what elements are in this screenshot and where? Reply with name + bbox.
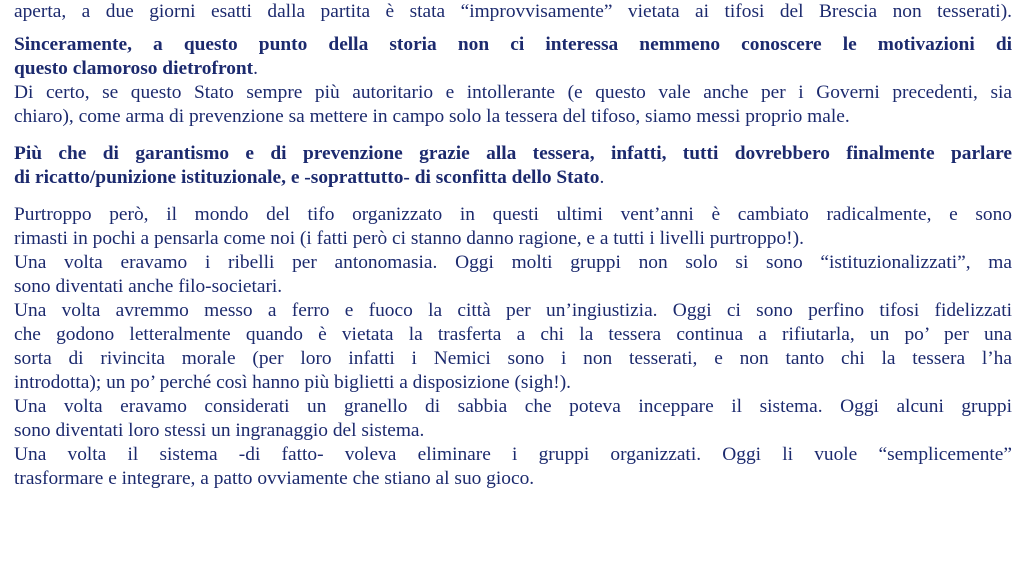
paragraph-tifo-organizzato <box>14 203 1012 491</box>
text-line: trasformare e integrare, a patto ovviamente che stiano al suo gioco. <box>14 468 535 489</box>
sentence-end: . <box>253 58 258 79</box>
text-line-mixed <box>14 166 1012 190</box>
text-line-mixed <box>14 57 1012 81</box>
text-line: Una volta il sistema -di fatto- voleva eliminare i gruppi organizzati. Oggi li vuole “semplicemente” <box>14 444 1012 465</box>
text-line-bold: Più che di garantismo e di prevenzione grazie alla tessera, infatti, tutti dovrebbero finalmente parlare <box>14 143 1012 164</box>
text-line: chiaro), come arma di prevenzione sa mettere in campo solo la tessera del tifoso, siamo messi proprio male. <box>14 106 850 127</box>
text-line-bold: Sinceramente, a questo punto della storia non ci interessa nemmeno conoscere le motivazioni di <box>14 34 1012 55</box>
paragraph-intro <box>14 0 1012 24</box>
text-line: Una volta eravamo considerati un granello di sabbia che poteva inceppare il sistema. Oggi alcuni gruppi <box>14 396 1012 417</box>
paragraph-garantismo <box>14 142 1012 190</box>
text-line: rimasti in pochi a pensarla come noi (i fatti però ci stanno danno ragione, e a tutti i livelli purtroppo!). <box>14 228 804 249</box>
text-line: sono diventati anche filo-societari. <box>14 276 283 297</box>
text-line: Di certo, se questo Stato sempre più autoritario e intollerante (e questo vale anche per i Governi precedenti, sia <box>14 82 1012 103</box>
text-line: Una volta avremmo messo a ferro e fuoco la città per un’ingiustizia. Oggi ci sono perfino tifosi fidelizzati <box>14 300 1012 321</box>
text-line: Purtroppo però, il mondo del tifo organizzato in questi ultimi vent’anni è cambiato radicalmente, e sono <box>14 204 1012 225</box>
text-line: aperta, a due giorni esatti dalla partita è stata “improvvisamente” vietata ai tifosi del Brescia non tesserati). <box>14 1 1012 22</box>
document-page <box>14 0 1012 491</box>
text-line: sorta di rivincita morale (per loro infatti i Nemici sono i non tesserati, e non tanto chi la tessera l’ha <box>14 348 1012 369</box>
bold-phrase: questo clamoroso dietrofront <box>14 58 254 79</box>
bold-phrase: di ricatto/punizione istituzionale, e -soprattutto- di sconfitta dello Stato <box>14 167 600 188</box>
text-line: sono diventati loro stessi un ingranaggio del sistema. <box>14 420 425 441</box>
text-line: Una volta eravamo i ribelli per antonomasia. Oggi molti gruppi non solo si sono “istituzionalizzati”, ma <box>14 252 1012 273</box>
paragraph-motivazioni <box>14 33 1012 129</box>
text-line: che godono letteralmente quando è vietata la trasferta a chi la tessera continua a rifiutarla, un po’ per una <box>14 324 1012 345</box>
sentence-end: . <box>599 167 605 188</box>
text-line: introdotta); un po’ perché così hanno più biglietti a disposizione (sigh!). <box>14 372 571 393</box>
